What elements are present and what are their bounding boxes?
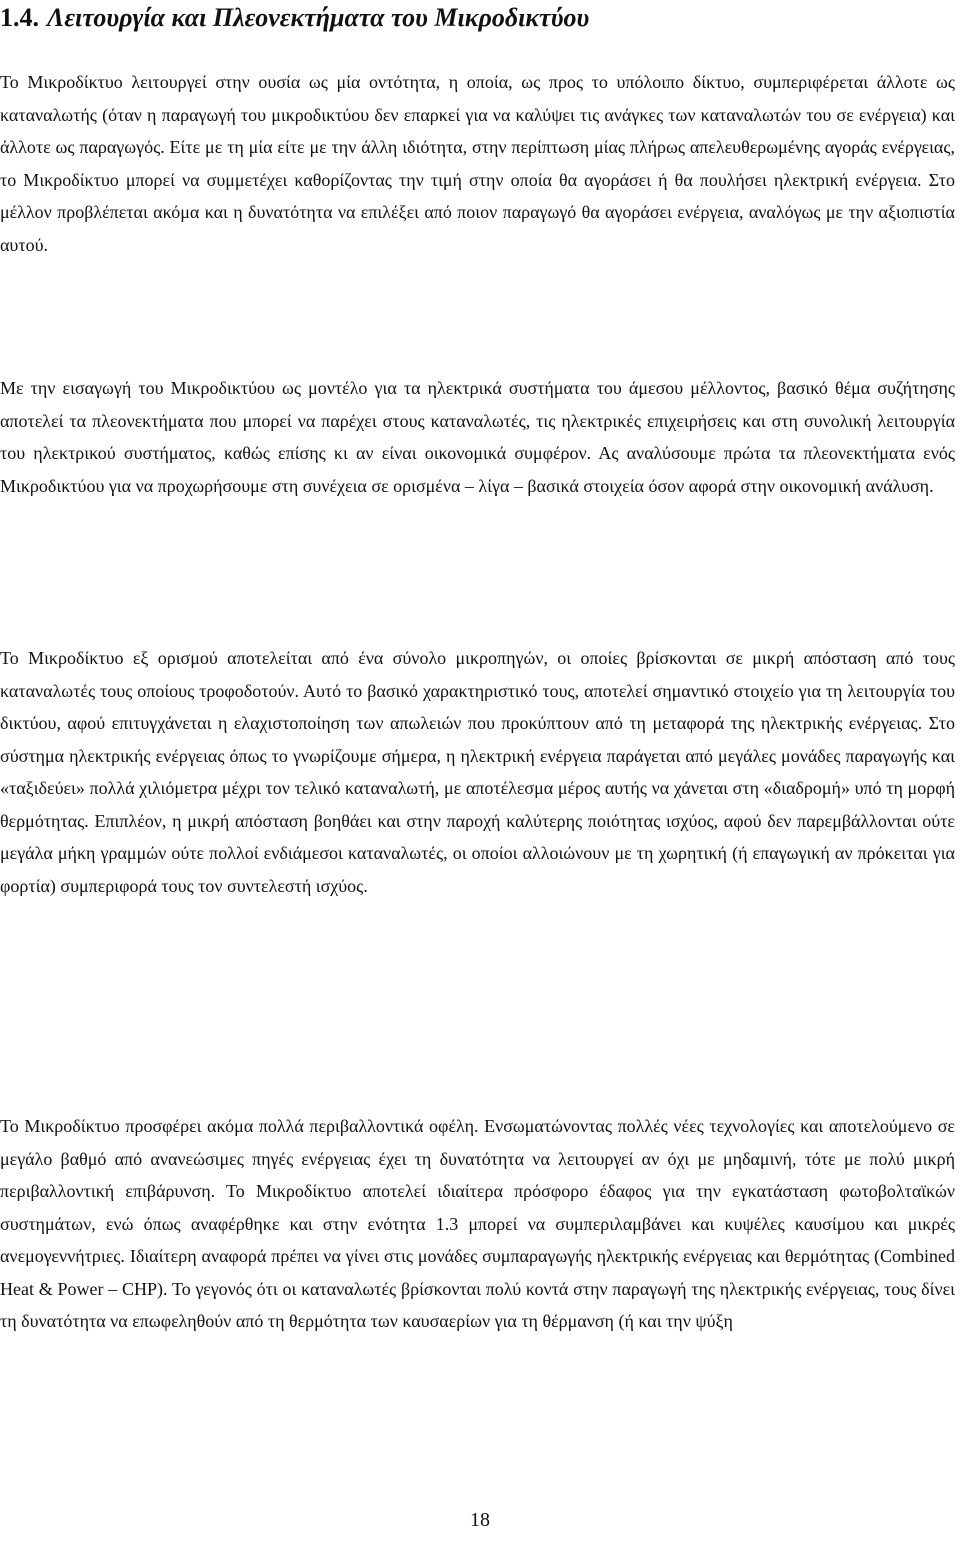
page-number: 18 <box>470 1509 490 1531</box>
paragraph-microgrid-environment: Το Μικροδίκτυο προσφέρει ακόμα πολλά περιβαλλοντικά οφέλη. Ενσωματώνοντας πολλές νέες τεχνολογίες και αποτελούμενο σε μεγάλο βαθμό από ανανεώσιμες πηγές ενέργειας έχει τη δυνατότητα να λειτουργεί αν όχι με μηδαμινή, τότε με πολύ μικρή περιβαλλοντική επιβάρυνση. Το Μικροδίκτυο αποτελεί ιδιαίτερα πρόσφορο έδαφος για την εγκατάσταση φωτοβολταϊκών συστημάτων, ενώ όπως αναφέρθηκε και στην ενότητα 1.3 μπορεί να συμπεριλαμβάνει και κυψέλες καυσίμου και μικρές ανεμογεννήτριες. Ιδιαίτερη αναφορά πρέπει να γίνει στις μονάδες συμπαραγωγής ηλεκτρικής ενέργειας και θερμότητας (Combined Heat & Power – CHP). Το γεγονός ότι οι καταναλωτές βρίσκονται πολύ κοντά στην παραγωγή της ηλεκτρικής ενέργειας, τους δίνει τη δυνατότητα να επωφεληθούν από τη θερμότητα των καυσαερίων για τη θέρμανση (ή και την ψύξη <box>0 1116 955 1331</box>
section-number: 1.4. <box>0 3 39 32</box>
paragraph-microgrid-losses: Το Μικροδίκτυο εξ ορισμού αποτελείται από ένα σύνολο μικροπηγών, οι οποίες βρίσκονται σε μικρή απόσταση από τους καταναλωτές τους οποίους τροφοδοτούν. Αυτό το βασικό χαρακτηριστικό τους, αποτελεί σημαντικό στοιχείο για τη λειτουργία του δικτύου, αφού επιτυγχάνεται η ελαχιστοποίηση των απωλειών που προκύπτουν από τη μεταφορά της ηλεκτρικής ενέργειας. Στο σύστημα ηλεκτρικής ενέργειας όπως το γνωρίζουμε σήμερα, η ηλεκτρική ενέργεια παράγεται από μεγάλες μονάδες παραγωγής και «ταξιδεύει» πολλά χιλιόμετρα μέχρι τον τελικό καταναλωτή, με αποτέλεσμα μέρος αυτής να χάνεται στη «διαδρομή» υπό τη μορφή θερμότητας. Επιπλέον, η μικρή απόσταση βοηθάει και στην παροχή καλύτερης ποιότητας ισχύος, αφού δεν παρεμβάλλονται ούτε μεγάλα μήκη γραμμών ούτε πολλοί ενδιάμεσοι καταναλωτές, οι οποίοι αλλοιώνουν με τη χωρητική (ή επαγωγική αν πρόκειται για φορτία) συμπεριφορά τους τον συντελεστή ισχύος. <box>0 648 955 896</box>
section-title: Λειτουργία και Πλεονεκτήματα του Μικροδικτύου <box>47 3 590 32</box>
paragraph-microgrid-operation: Το Μικροδίκτυο λειτουργεί στην ουσία ως μία οντότητα, η οποία, ως προς το υπόλοιπο δίκτυο, συμπεριφέρεται άλλοτε ως καταναλωτής (όταν η παραγωγή του μικροδικτύου δεν επαρκεί για να καλύψει τις ανάγκες των καταναλωτών του σε ενέργεια) και άλλοτε ως παραγωγός. Είτε με τη μία είτε με την άλλη ιδιότητα, στην περίπτωση μίας πλήρως απελευθερωμένης αγοράς ενέργειας, το Μικροδίκτυο μπορεί να συμμετέχει καθορίζοντας την τιμή στην οποία θα αγοράσει ή θα πουλήσει ηλεκτρική ενέργεια. Στο μέλλον προβλέπεται ακόμα και η δυνατότητα να επιλέξει από ποιον παραγωγό θα αγοράσει ενέργεια, αναλόγως με την αξιοπιστία αυτού. <box>0 72 955 255</box>
section-heading <box>0 2 960 34</box>
paragraph-microgrid-advantages-intro: Με την εισαγωγή του Μικροδικτύου ως μοντέλο για τα ηλεκτρικά συστήματα του άμεσου μέλλοντος, βασικό θέμα συζήτησης αποτελεί τα πλεονεκτήματα που μπορεί να παρέχει στους καταναλωτές, τις ηλεκτρικές επιχειρήσεις και στη συνολική λειτουργία του ηλεκτρικού συστήματος, καθώς επίσης κι αν είναι οικονομικά συμφέρον. Ας αναλύσουμε πρώτα τα πλεονεκτήματα ενός Μικροδικτύου για να προχωρήσουμε στη συνέχεια σε ορισμένα – λίγα – βασικά στοιχεία όσον αφορά στην οικονομική ανάλυση. <box>0 378 955 496</box>
